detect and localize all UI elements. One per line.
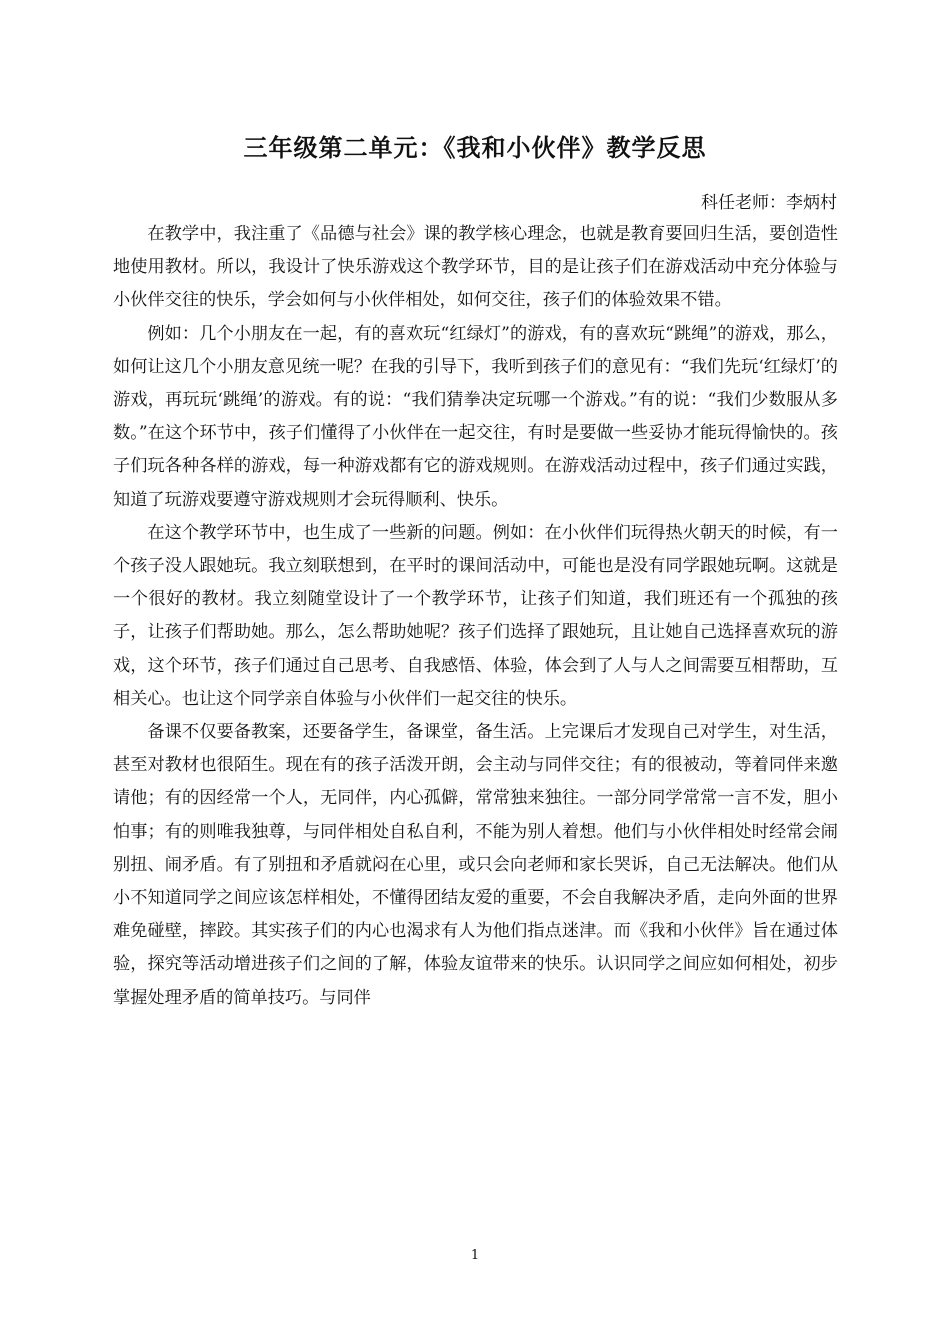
paragraph-3: 在这个教学环节中，也生成了一些新的问题。例如：在小伙伴们玩得热火朝天的时候，有一个孩子没人跟她玩。我立刻联想到，在平时的课间活动中，可能也是没有同学跟她玩啊。这就是一个很好的教材。我立刻随堂设计了一个教学环节，让孩子们知道，我们班还有一个孤独的孩子，让孩子们帮助她。那么，怎么帮助她呢？孩子们选择了跟她玩，且让她自己选择喜欢玩的游戏，这个环节，孩子们通过自己思考、自我感悟、体验，体会到了人与人之间需要互相帮助，互相关心。也让这个同学亲自体验与小伙伴们一起交往的快乐。 <box>113 522 838 709</box>
document-title: 三年级第二单元：《我和小伙伴》教学反思 <box>243 134 707 162</box>
paragraph-4: 备课不仅要备教案，还要备学生，备课堂，备生活。上完课后才发现自己对学生，对生活，甚至对教材也很陌生。现在有的孩子活泼开朗，会主动与同伴交往；有的很被动，等着同伴来邀请他；有的因经常一个人，无同伴，内心孤僻，常常独来独往。一部分同学常常一言不发，胆小怕事；有的则唯我独尊，与同伴相处自私自利，不能为别人着想。他们与小伙伴相处时经常会闹别扭、闹矛盾。有了别扭和矛盾就闷在心里，或只会向老师和家长哭诉，自己无法解决。他们从小不知道同学之间应该怎样相处，不懂得团结友爱的重要，不会自我解决矛盾，走向外面的世界难免碰壁，摔跤。其实孩子们的内心也渴求有人为他们指点迷津。而《我和小伙伴》旨在通过体验，探究等活动增进孩子们之间的了解，体验友谊带来的快乐。认识同学之间应如何相处，初步掌握处理矛盾的简单技巧。与同伴 <box>113 722 838 1008</box>
author-line: 科任老师：李炳村 <box>701 193 837 213</box>
page-number: 1 <box>470 1248 480 1263</box>
document-body <box>113 218 838 1015</box>
paragraph-1: 在教学中，我注重了《品德与社会》课的教学核心理念，也就是教育要回归生活，要创造性地使用教材。所以，我设计了快乐游戏这个教学环节，目的是让孩子们在游戏活动中充分体验与小伙伴交往的快乐，学会如何与小伙伴相处，如何交往，孩子们的体验效果不错。 <box>113 224 838 311</box>
paragraph-2: 例如：几个小朋友在一起，有的喜欢玩“红绿灯”的游戏，有的喜欢玩“跳绳”的游戏，那么，如何让这几个小朋友意见统一呢？在我的引导下，我听到孩子们的意见有：“我们先玩‘红绿灯’的游戏，再玩玩‘跳绳’的游戏。有的说：“我们猜拳决定玩哪一个游戏。”有的说：“我们少数服从多数。”在这个环节中，孩子们懂得了小伙伴在一起交往，有时是要做一些妥协才能玩得愉快的。孩子们玩各种各样的游戏，每一种游戏都有它的游戏规则。在游戏活动过程中，孩子们通过实践，知道了玩游戏要遵守游戏规则才会玩得顺利、快乐。 <box>113 323 838 510</box>
